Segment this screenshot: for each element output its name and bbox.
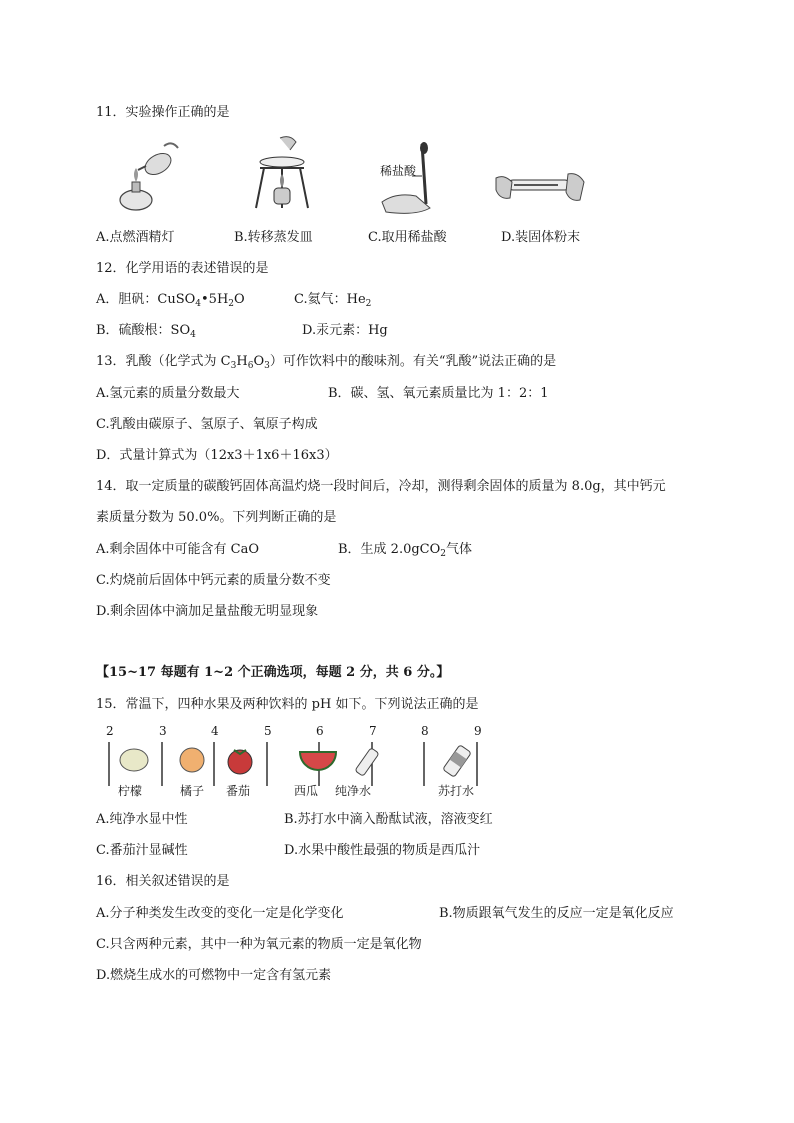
ph-tick-3: 3 (159, 724, 167, 738)
q13-option-b: B．碳、氢、氧元素质量比为 1：2：1 (328, 386, 549, 401)
q15-option-d: D.水果中酸性最强的物质是西瓜汁 (284, 843, 481, 858)
q12-option-b: B．硫酸根：$SO_4$ (96, 323, 196, 340)
q14-option-c: C.灼烧前后固体中钙元素的质量分数不变 (96, 573, 331, 588)
q12-option-c: C.氦气：$He_2$ (294, 292, 372, 309)
q15-ph-figure (100, 724, 500, 804)
item-orange: 橘子 (180, 784, 205, 798)
ph-tick-4: 4 (211, 724, 219, 738)
q16-option-b: B.物质跟氧气发生的反应一定是氧化反应 (439, 906, 674, 921)
q11-option-a: A.点燃酒精灯 (96, 230, 175, 245)
q13-option-c: C.乳酸由碳原子、氢原子、氧原子构成 (96, 417, 318, 432)
item-watermelon: 西瓜 (294, 784, 319, 798)
ph-tick-6: 6 (316, 724, 324, 738)
item-soda-water: 苏打水 (438, 784, 475, 798)
ph-tick-7: 7 (369, 724, 377, 738)
ph-tick-2: 2 (106, 724, 114, 738)
q12-stem: 12．化学用语的表述错误的是 (96, 261, 269, 276)
q14-stem-line2: 素质量分数为 50.0%。下列判断正确的是 (96, 510, 337, 525)
q15-stem: 15．常温下，四种水果及两种饮料的 pH 如下。下列说法正确的是 (96, 697, 479, 712)
q12-option-d: D.汞元素：Hg (302, 323, 388, 338)
item-lemon: 柠檬 (118, 784, 143, 798)
q11-figure-c (376, 140, 446, 220)
q11-figure-d (494, 160, 586, 214)
ph-tick-9: 9 (474, 724, 482, 738)
q16-option-d: D.燃烧生成水的可燃物中一定含有氢元素 (96, 968, 332, 983)
item-pure-water: 纯净水 (335, 784, 372, 798)
q11-option-b: B.转移蒸发皿 (234, 230, 313, 245)
section-heading: 【15~17 每题有 1~2 个正确选项，每题 2 分，共 6 分。】 (96, 665, 450, 680)
q15-option-a: A.纯净水显中性 (96, 812, 188, 827)
q11-stem: 11．实验操作正确的是 (96, 105, 230, 120)
q11-option-c: C.取用稀盐酸 (368, 230, 447, 245)
q11-option-d: D.装固体粉末 (501, 230, 581, 245)
ph-tick-8: 8 (421, 724, 429, 738)
item-tomato: 番茄 (226, 784, 251, 798)
q14-option-d: D.剩余固体中滴加足量盐酸无明显现象 (96, 604, 319, 619)
q13-option-a: A.氢元素的质量分数最大 (96, 386, 240, 401)
q11-figure-a (112, 136, 184, 216)
q16-option-c: C.只含两种元素，其中一种为氧元素的物质一定是氧化物 (96, 937, 422, 952)
q13-stem: 13．乳酸（化学式为 $C_3H_6O_3$）可作饮料中的酸味剂。有关“乳酸”说法正确的是 (96, 354, 557, 371)
q11-figure-b (250, 134, 314, 218)
q11-dropper-label: 稀盐酸 (380, 164, 417, 178)
q12-option-a: A．胆矾：$CuSO_4•5H_2O$ (96, 292, 245, 309)
ph-tick-5: 5 (264, 724, 272, 738)
q13-option-d: D．式量计算式为（12x3＋1x6＋16x3） (96, 448, 338, 463)
q15-option-b: B.苏打水中滴入酚酞试液，溶液变红 (284, 812, 493, 827)
q14-option-a: A.剩余固体中可能含有 CaO (96, 542, 260, 557)
q16-option-a: A.分子种类发生改变的变化一定是化学变化 (96, 906, 344, 921)
q14-option-b: B．生成 2.0gCO$_2$气体 (338, 542, 473, 559)
q15-option-c: C.番茄汁显碱性 (96, 843, 188, 858)
q14-stem-line1: 14．取一定质量的碳酸钙固体高温灼烧一段时间后，冷却，测得剩余固体的质量为 8.0g，其中钙元 (96, 479, 666, 494)
q16-stem: 16．相关叙述错误的是 (96, 874, 230, 889)
